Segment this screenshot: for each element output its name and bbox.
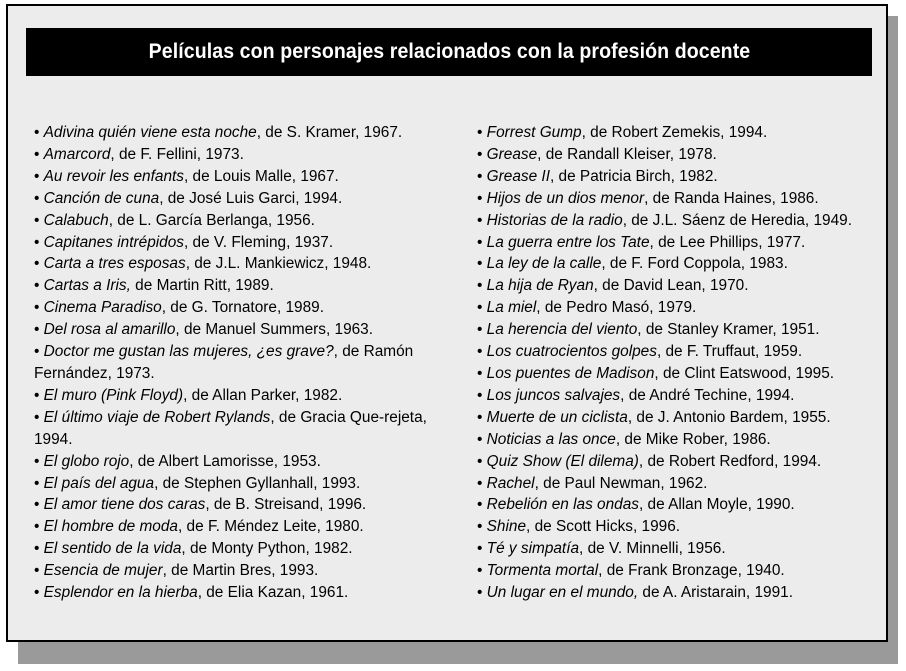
- bullet: •: [477, 145, 487, 163]
- movie-entry: [477, 122, 887, 144]
- bullet: •: [477, 584, 487, 602]
- movie-director-year: , de S. Kramer, 1967.: [256, 124, 403, 141]
- movie-title: Au revoir les enfants: [43, 167, 184, 185]
- movie-title: Los cuatrocientos golpes: [486, 343, 657, 361]
- movie-entry: [477, 341, 887, 363]
- movie-director-year: , de Ramón Fernández, 1973.: [34, 343, 414, 382]
- bullet: •: [34, 124, 44, 141]
- movie-director-year: , de B. Streisand, 1996.: [205, 496, 367, 514]
- movie-entry: [34, 451, 434, 473]
- movie-title: Amarcord: [43, 145, 111, 163]
- movie-director-year: , de Robert Zemekis, 1994.: [581, 124, 768, 141]
- movie-entry: [34, 538, 434, 560]
- bullet: •: [34, 496, 44, 514]
- bullet: •: [34, 540, 44, 558]
- movie-title: Muerte de un ciclista: [486, 408, 628, 426]
- bullet: •: [34, 255, 44, 273]
- movie-director-year: , de F. Méndez Leite, 1980.: [178, 518, 364, 536]
- movie-entry: [477, 582, 887, 604]
- movie-title: Canción de cuna: [43, 189, 160, 207]
- movie-title: El globo rojo: [43, 452, 130, 470]
- movie-director-year: de A. Aristarain, 1991.: [638, 584, 793, 602]
- bullet: •: [477, 518, 487, 536]
- movie-title: Rebelión en las ondas: [486, 496, 639, 514]
- movie-entry: [34, 210, 434, 232]
- movie-director-year: , de G. Tornatore, 1989.: [161, 299, 325, 317]
- movie-director-year: , de David Lean, 1970.: [593, 277, 749, 295]
- movie-director-year: , de Clint Eatswood, 1995.: [654, 364, 835, 382]
- bullet: •: [477, 430, 487, 448]
- movie-title: El amor tiene dos caras: [43, 496, 206, 514]
- movie-director-year: , de Scott Hicks, 1996.: [526, 518, 681, 536]
- movie-director-year: , de Paul Newman, 1962.: [534, 474, 708, 492]
- movie-director-year: , de José Luis Garci, 1994.: [159, 189, 343, 207]
- movie-entry: [34, 297, 434, 319]
- movie-title: Té y simpatía: [486, 540, 580, 558]
- movie-title: Adivina quién viene esta noche: [43, 124, 257, 141]
- movie-title: Hijos de un dios menor: [486, 189, 645, 207]
- movie-title: Capitanes intrépidos: [43, 233, 184, 251]
- movie-entry: [477, 297, 887, 319]
- movie-title: Grease: [486, 145, 538, 163]
- movie-entry: [477, 188, 887, 210]
- bullet: •: [34, 386, 44, 404]
- movie-title: Grease II: [486, 167, 550, 185]
- bullet: •: [34, 299, 44, 317]
- movie-title: La ley de la calle: [486, 255, 602, 273]
- bullet: •: [477, 277, 487, 295]
- right-column: [477, 122, 887, 604]
- movie-director-year: , de V. Fleming, 1937.: [183, 233, 334, 251]
- movie-entry: [477, 385, 887, 407]
- movie-title: El sentido de la vida: [43, 540, 182, 558]
- bullet: •: [477, 321, 487, 339]
- movie-entry: [477, 210, 887, 232]
- movie-director-year: , de J.L. Mankiewicz, 1948.: [185, 255, 372, 273]
- movie-director-year: , de J.L. Sáenz de Heredia, 1949.: [622, 211, 852, 229]
- movie-title: Noticias a las once: [486, 430, 616, 448]
- movie-director-year: , de Allan Moyle, 1990.: [638, 496, 795, 514]
- movie-entry: [477, 429, 887, 451]
- movie-director-year: , de Randall Kleiser, 1978.: [537, 145, 717, 163]
- movie-entry: [477, 538, 887, 560]
- page-title: Películas con personajes relacionados con la profesión docente: [148, 40, 750, 63]
- movie-list-panel: [6, 4, 888, 642]
- movie-director-year: , de Louis Malle, 1967.: [183, 167, 339, 185]
- bullet: •: [34, 562, 44, 580]
- movie-title: Calabuch: [43, 211, 109, 229]
- movie-entry: [34, 582, 434, 604]
- movie-director-year: , de Monty Python, 1982.: [181, 540, 353, 558]
- bullet: •: [477, 189, 487, 207]
- movie-title: Los juncos salvajes: [486, 386, 621, 404]
- movie-director-year: , de Albert Lamorisse, 1953.: [129, 452, 321, 470]
- movie-entry: [477, 407, 887, 429]
- movie-title: Forrest Gump: [486, 124, 582, 141]
- movie-director-year: de Martin Ritt, 1989.: [130, 277, 274, 295]
- bullet: •: [477, 124, 487, 141]
- movie-director-year: , de Manuel Summers, 1963.: [175, 321, 374, 339]
- bullet: •: [34, 211, 44, 229]
- movie-title: Esplendor en la hierba: [43, 584, 198, 602]
- movie-entry: [34, 494, 434, 516]
- movie-title: La miel: [486, 299, 537, 317]
- movie-director-year: , de F. Ford Coppola, 1983.: [601, 255, 788, 273]
- movie-director-year: , de Pedro Masó, 1979.: [536, 299, 697, 317]
- left-column: [34, 122, 434, 604]
- bullet: •: [34, 408, 44, 426]
- movie-director-year: , de André Techine, 1994.: [620, 386, 795, 404]
- bullet: •: [477, 496, 487, 514]
- movie-entry: [477, 166, 887, 188]
- bullet: •: [34, 233, 44, 251]
- movie-title: Rachel: [486, 474, 535, 492]
- movie-entry: [34, 188, 434, 210]
- movie-director-year: , de L. García Berlanga, 1956.: [108, 211, 315, 229]
- movie-title: La herencia del viento: [486, 321, 638, 339]
- movie-director-year: , de Patricia Birch, 1982.: [549, 167, 718, 185]
- movie-entry: [477, 494, 887, 516]
- movie-entry: [477, 516, 887, 538]
- movie-director-year: , de Allan Parker, 1982.: [183, 386, 343, 404]
- movie-entry: [477, 144, 887, 166]
- movie-title: Cartas a Iris,: [43, 277, 131, 295]
- movie-title: El muro (Pink Floyd): [43, 386, 184, 404]
- movie-entry: [34, 516, 434, 538]
- bullet: •: [477, 343, 487, 361]
- movie-entry: [34, 275, 434, 297]
- bullet: •: [477, 474, 487, 492]
- movie-title: Los puentes de Madison: [486, 364, 655, 382]
- movie-entry: [34, 560, 434, 582]
- bullet: •: [34, 343, 44, 361]
- movie-title: Un lugar en el mundo,: [486, 584, 639, 602]
- movie-title: Quiz Show (El dilema): [486, 452, 639, 470]
- bullet: •: [477, 386, 487, 404]
- movie-entry: [34, 407, 434, 451]
- movie-entry: [34, 385, 434, 407]
- bullet: •: [34, 145, 44, 163]
- movie-title: La guerra entre los Tate: [486, 233, 650, 251]
- movie-entry: [477, 363, 887, 385]
- movie-entry: [477, 451, 887, 473]
- movie-entry: [477, 560, 887, 582]
- bullet: •: [34, 277, 44, 295]
- movie-director-year: , de Gracia Que-rejeta, 1994.: [34, 408, 427, 448]
- movie-director-year: , de Stanley Kramer, 1951.: [637, 321, 820, 339]
- bullet: •: [34, 584, 44, 602]
- movie-title: Tormenta mortal: [486, 562, 599, 580]
- movie-director-year: , de Martin Bres, 1993.: [162, 562, 319, 580]
- bullet: •: [34, 518, 44, 536]
- movie-title: Doctor me gustan las mujeres, ¿es grave?: [43, 343, 334, 361]
- movie-director-year: , de Stephen Gyllanhall, 1993.: [154, 474, 361, 492]
- movie-entry: [477, 275, 887, 297]
- movie-director-year: , de F. Fellini, 1973.: [110, 145, 244, 163]
- movie-entry: [34, 319, 434, 341]
- bullet: •: [477, 233, 487, 251]
- movie-entry: [477, 473, 887, 495]
- movie-entry: [34, 122, 434, 144]
- bullet: •: [34, 167, 44, 185]
- bullet: •: [477, 408, 487, 426]
- title-bar: [26, 28, 872, 76]
- bullet: •: [477, 540, 487, 558]
- bullet: •: [477, 211, 487, 229]
- movie-title: Carta a tres esposas: [43, 255, 186, 273]
- bullet: •: [477, 452, 487, 470]
- bullet: •: [477, 364, 487, 382]
- bullet: •: [477, 299, 487, 317]
- movie-title: El último viaje de Robert Rylands: [43, 408, 271, 426]
- bullet: •: [477, 167, 487, 185]
- movie-title: Historias de la radio: [486, 211, 623, 229]
- bullet: •: [34, 452, 44, 470]
- movie-entry: [34, 232, 434, 254]
- movie-entry: [34, 341, 434, 385]
- movie-director-year: , de J. Antonio Bardem, 1955.: [627, 408, 831, 426]
- movie-title: Cinema Paradiso: [43, 299, 162, 317]
- movie-title: Del rosa al amarillo: [43, 321, 176, 339]
- movie-director-year: , de F. Truffaut, 1959.: [656, 343, 803, 361]
- movie-director-year: , de Lee Phillips, 1977.: [649, 233, 806, 251]
- movie-title: La hija de Ryan: [486, 277, 594, 295]
- movie-director-year: , de Frank Bronzage, 1940.: [598, 562, 785, 580]
- movie-entry: [34, 253, 434, 275]
- movie-director-year: , de Mike Rober, 1986.: [615, 430, 771, 448]
- movie-entry: [477, 253, 887, 275]
- bullet: •: [34, 321, 44, 339]
- bullet: •: [477, 255, 487, 273]
- movie-entry: [34, 473, 434, 495]
- bullet: •: [34, 189, 44, 207]
- movie-title: El hombre de moda: [43, 518, 178, 536]
- movie-entry: [34, 166, 434, 188]
- movie-director-year: , de V. Minnelli, 1956.: [579, 540, 726, 558]
- movie-director-year: , de Robert Redford, 1994.: [638, 452, 822, 470]
- movie-entry: [477, 319, 887, 341]
- movie-title: Shine: [486, 518, 527, 536]
- movie-entry: [477, 232, 887, 254]
- movie-director-year: , de Elia Kazan, 1961.: [197, 584, 349, 602]
- bullet: •: [34, 474, 44, 492]
- movie-entry: [34, 144, 434, 166]
- bullet: •: [477, 562, 487, 580]
- movie-title: El país del agua: [43, 474, 155, 492]
- movie-director-year: , de Randa Haines, 1986.: [644, 189, 819, 207]
- movie-title: Esencia de mujer: [43, 562, 163, 580]
